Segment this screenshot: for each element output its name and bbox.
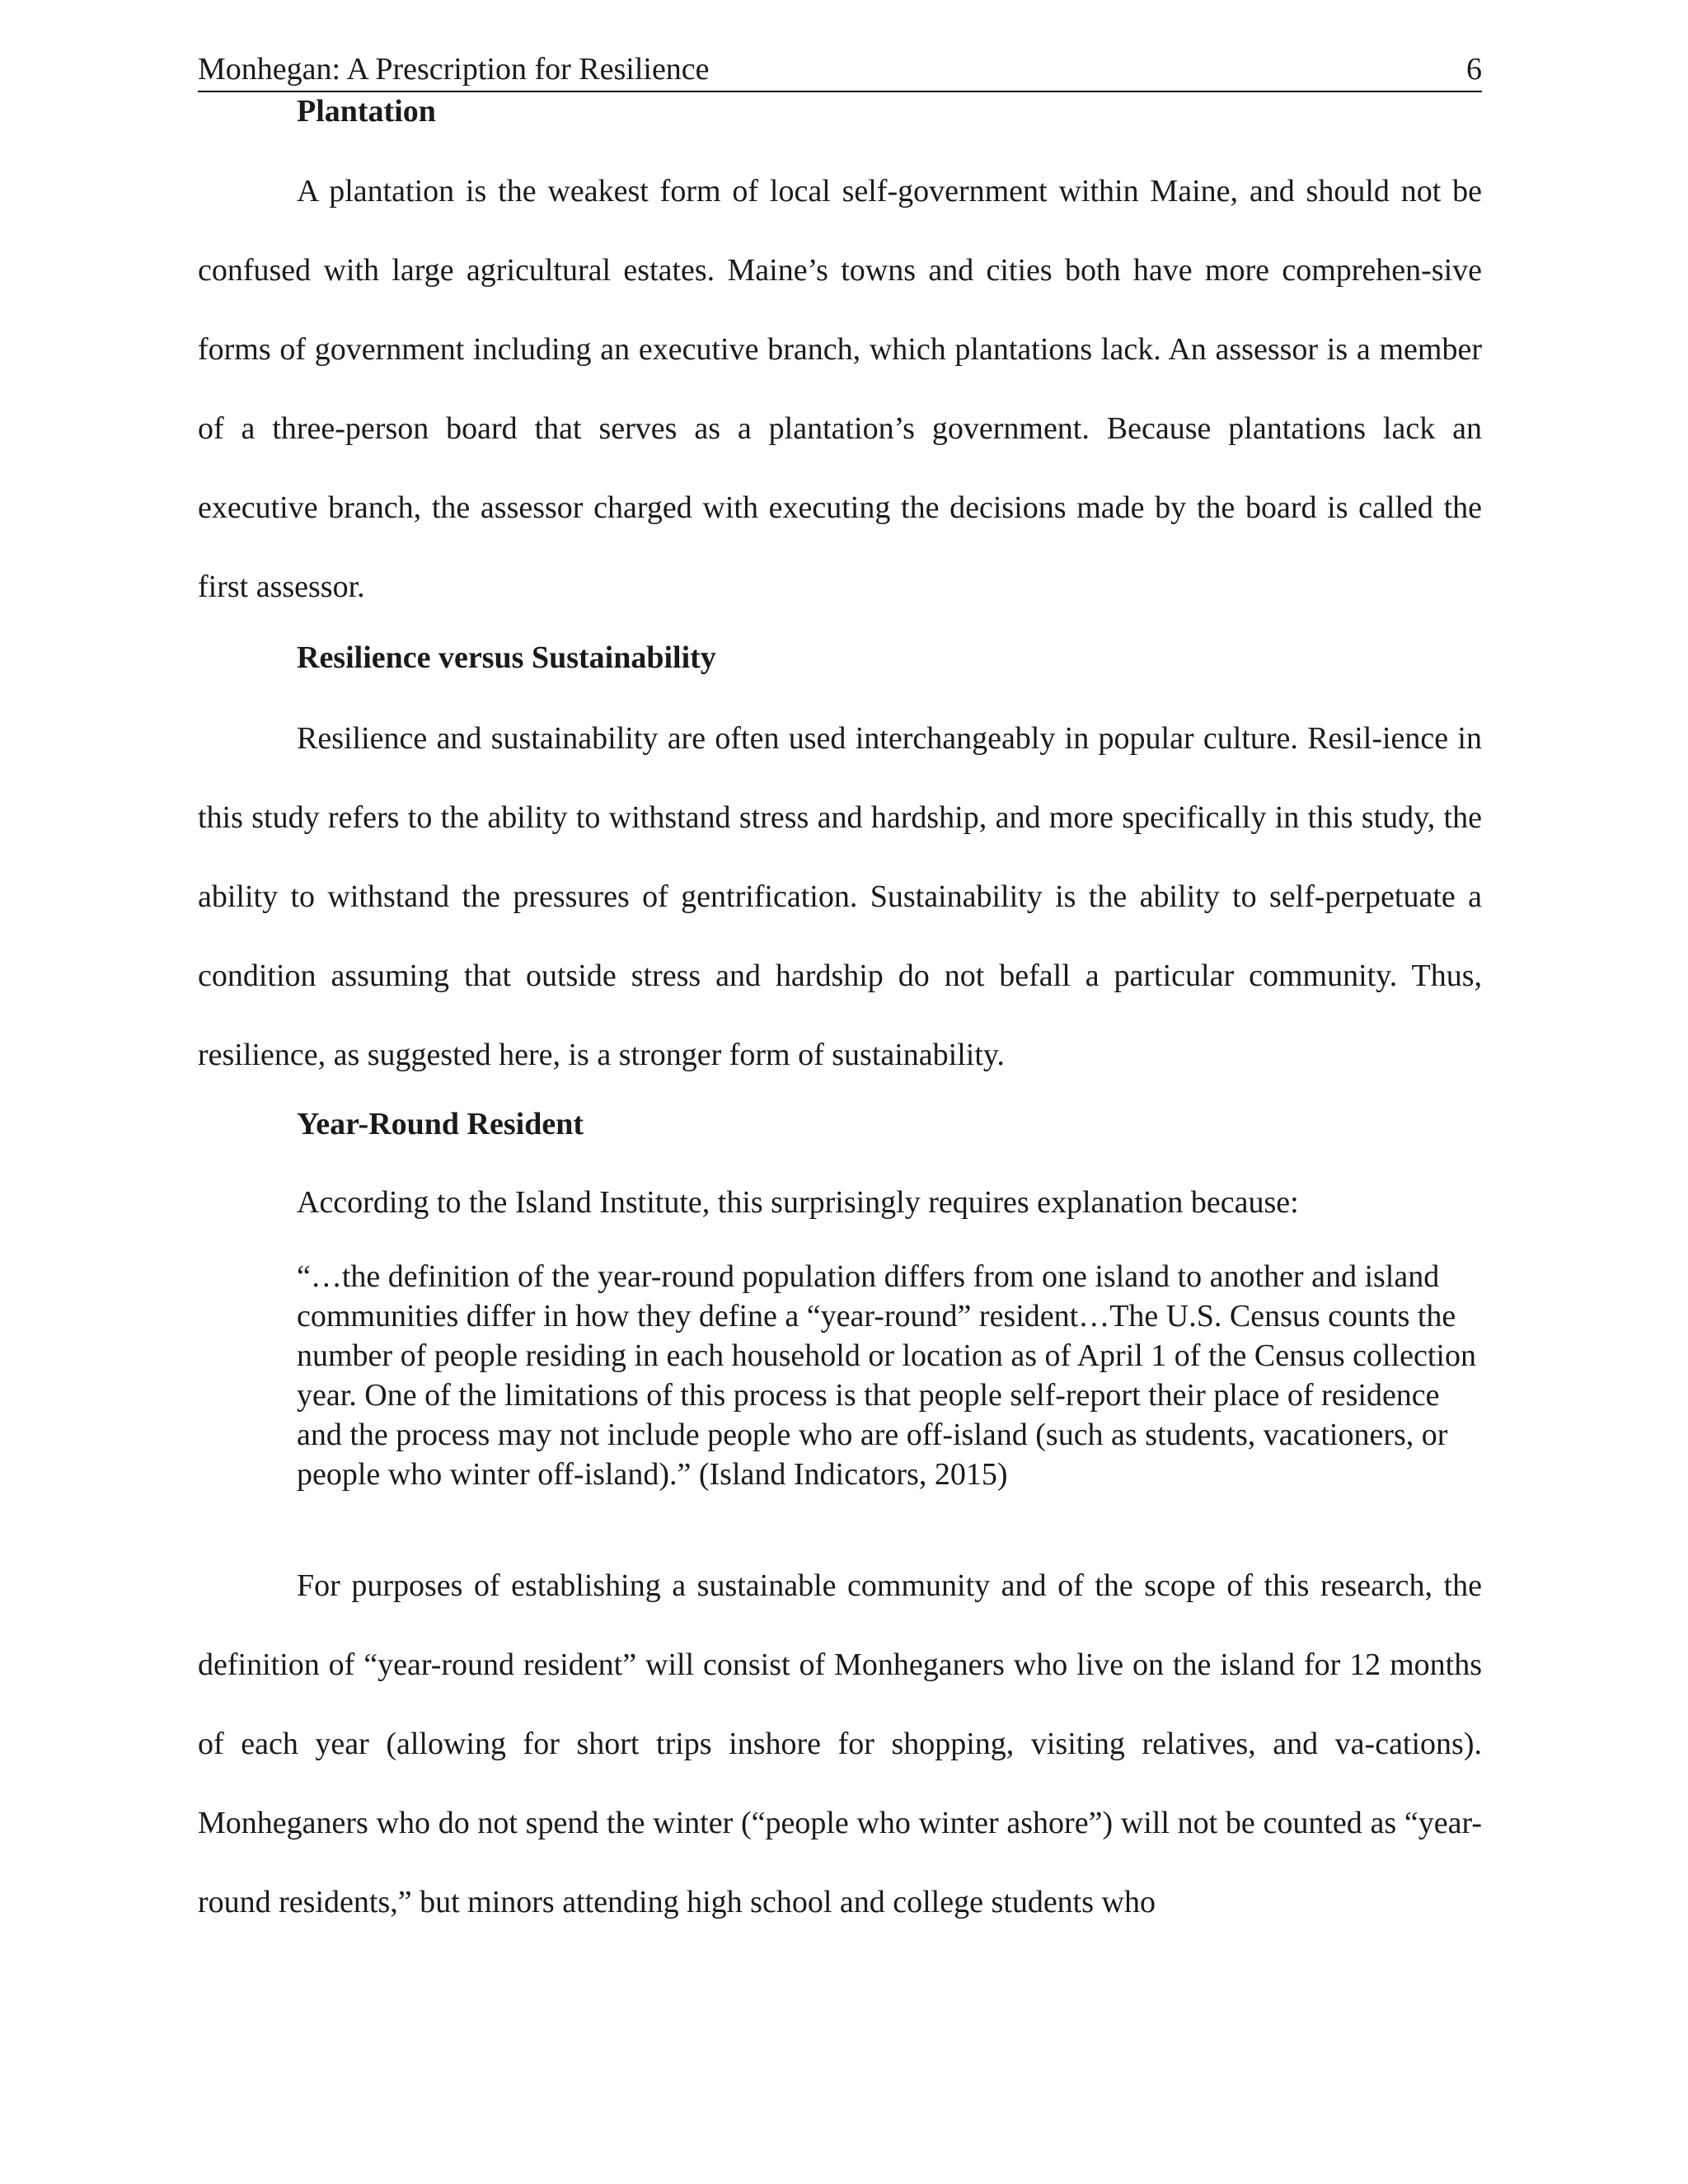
document-title: Monhegan: A Prescription for Resilience [198, 52, 710, 87]
heading-year-round-resident: Year-Round Resident [297, 1107, 584, 1141]
block-quote: “…the definition of the year-round population differs from one island to another and island communities differ in how they define a “year-round” resident…The U.S. Census counts the number of people residing in each household or location as of April 1 of the Census collection year. One of the limitations of this process is that people self-report their place of residence and the process may not include people who are off-island (such as students, vacationers, or people who winter off-island).” (Island Indicators, 2015) [297, 1259, 1476, 1492]
paragraph-plantation: A plantation is the weakest form of local self-government within Maine, and should not be confused with large agricultural estates. Maine’s towns and cities both have more comprehen-sive forms of government including an executive branch, which plantations lack. An assessor is a member of a three-person board that serves as a plantation’s government. Because plantations lack an executive branch, the assessor charged with executing the decisions made by the board is called the first assessor. [198, 174, 1482, 604]
quote-intro: According to the Island Institute, this surprisingly requires explanation because: [297, 1185, 1299, 1220]
running-header [198, 48, 1482, 92]
paragraph-year-round-definition: For purposes of establishing a sustainable community and of the scope of this research, the definition of “year-round resident” will consist of Monheganers who live on the island for 12 months of each year (allowing for short trips inshore for shopping, visiting relatives, and va-cations). Monheganers who do not spend the winter (“people who winter ashore”) will not be counted as “year-round residents,” but minors attending high school and college students who [198, 1568, 1482, 1919]
paragraph-resilience: Resilience and sustainability are often used interchangeably in popular culture. Resil-ience in this study refers to the ability to withstand stress and hardship, and more specifically in this study, the ability to withstand the pressures of gentrification. Sustainability is the ability to self-perpetuate a condition assuming that outside stress and hardship do not befall a particular community. Thus, resilience, as suggested here, is a stronger form of sustainability. [198, 721, 1482, 1072]
heading-resilience-versus-sustainability: Resilience versus Sustainability [297, 640, 716, 675]
heading-plantation: Plantation [297, 94, 436, 129]
page-number: 6 [1466, 52, 1482, 87]
